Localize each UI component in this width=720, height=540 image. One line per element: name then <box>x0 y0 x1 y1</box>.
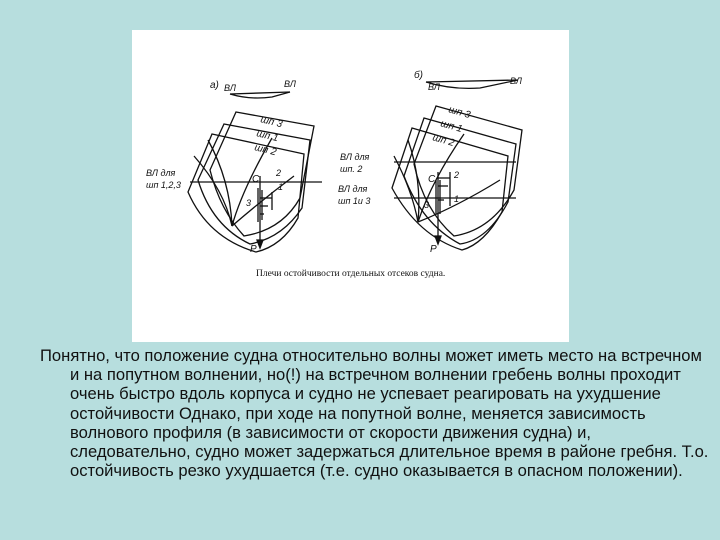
panel-a-point-c: С <box>252 174 260 185</box>
panel-b-frame2-label: шп 2 <box>431 132 456 149</box>
stability-diagram-figure <box>132 30 569 342</box>
panel-b-num3: 3 <box>424 200 430 210</box>
explanation-paragraph: Понятно, что положение судна относительно волны может иметь место на встречном и на попутном волнении, но(!) на встречном волнении гребень волны проходит очень быстро вдоль корпуса и судно не успевает реагировать на ухудшение остойчивости Однако, при ходе на попутной волне, меняется зависимость волнового профиля (в зависимости от скорости движения судна) и, следовательно, судно может задержаться длительное время в районе гребня. Т.о. остойчивость резко ухудшается (т.е. судно оказывается в опасном положении). <box>40 346 709 481</box>
panel-a-num2: 2 <box>276 168 282 178</box>
panel-b-point-c: С <box>428 174 436 185</box>
panel-b-num2: 2 <box>454 170 460 180</box>
panel-b-force-p: Р <box>430 244 437 255</box>
panel-b-wl-frame2-line2: шп. 2 <box>340 164 363 174</box>
panel-b-num1: 1 <box>454 194 460 204</box>
panel-b-frame3-label: шп 3 <box>447 104 472 121</box>
panel-b-wl-frame2-line1: ВЛ для <box>340 152 370 162</box>
figure-caption: Плечи остойчивости отдельных отсеков судна. <box>256 269 446 279</box>
panel-a-force-p: Р <box>250 244 257 255</box>
stability-diagram <box>132 30 569 342</box>
panel-a-num3: 3 <box>246 198 252 208</box>
panel-b-wl-frame13-line2: шп 1и 3 <box>338 196 371 206</box>
panel-a-wl-right: ВЛ <box>284 79 296 89</box>
panel-a-label: а) <box>210 80 219 91</box>
panel-a-frame2-label: шп 2 <box>253 142 278 159</box>
panel-a-wl-frames-line2: шп 1,2,3 <box>146 180 181 190</box>
panel-b-wl-right: ВЛ <box>510 76 522 86</box>
panel-a-ship-profile <box>230 92 290 98</box>
panel-a-wl-left: ВЛ <box>224 83 236 93</box>
panel-b-label: б) <box>414 70 423 81</box>
panel-b-wl-frame13-line1: ВЛ для <box>338 184 368 194</box>
panel-b-frame1-label: шп 1 <box>439 118 464 135</box>
panel-a-frame1-label: шп 1 <box>255 128 280 145</box>
panel-a-num1: 1 <box>278 182 284 192</box>
panel-a-wl-frames-line1: ВЛ для <box>146 168 176 178</box>
panel-b-wl-left: ВЛ <box>428 82 440 92</box>
panel-a-frame3-label: шп 3 <box>259 114 284 131</box>
explanation-text-block <box>40 346 710 480</box>
